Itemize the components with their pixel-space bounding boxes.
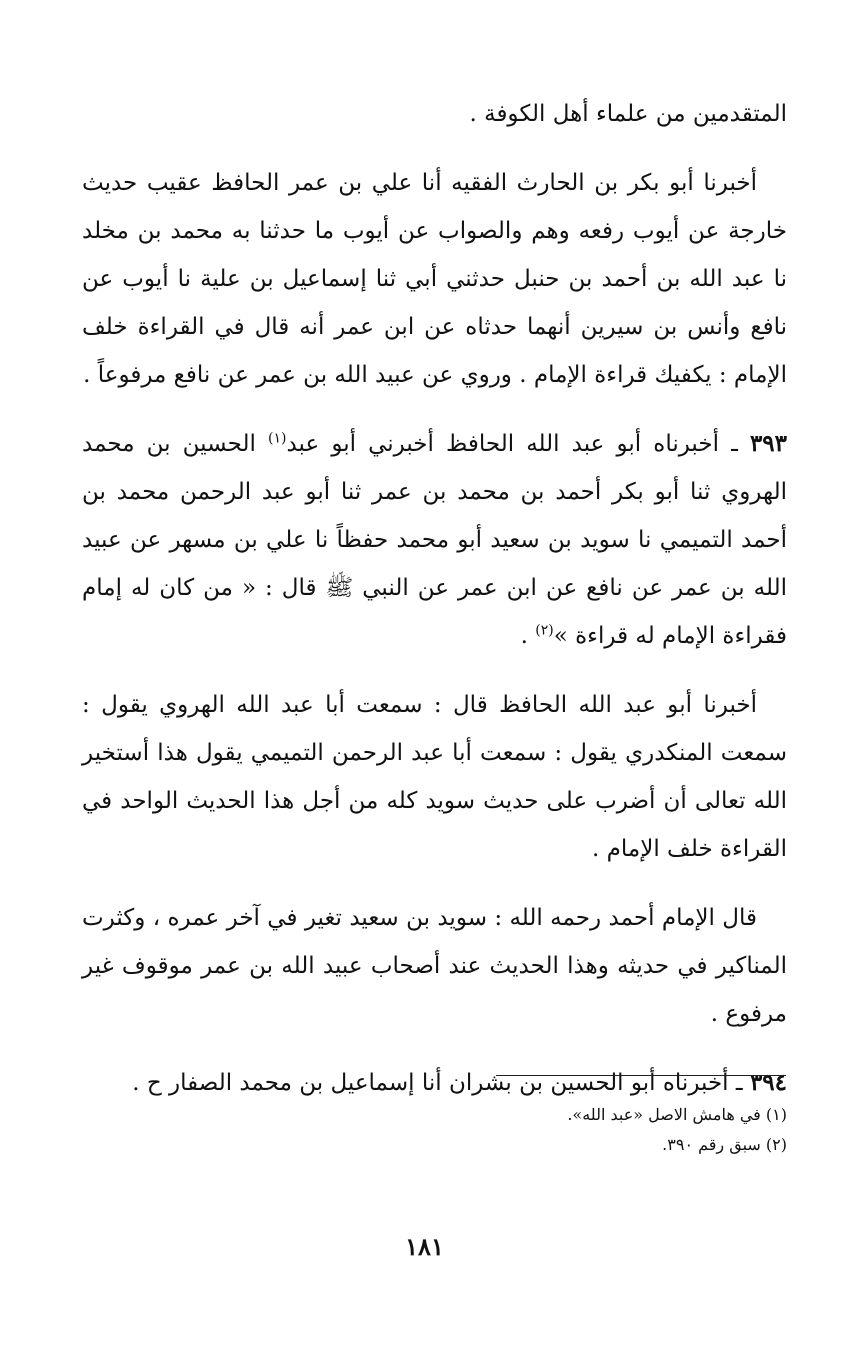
page-number: ١٨١ bbox=[405, 1232, 444, 1261]
footnote-divider bbox=[496, 1075, 786, 1076]
paragraph-2: أخبرنا أبو بكر بن الحارث الفقيه أنا علي بن عمر الحافظ عقيب حديث خارجة عن أيوب رفعه وهم والصواب عن أيوب ما حدثنا به محمد بن مخلد نا عبد الله بن أحمد بن حنبل حدثني أبي ثنا إسماعيل بن علية نا أيوب عن نافع وأنس بن سيرين أنهما حدثاه عن ابن عمر أنه قال في القراءة خلف الإمام : يكفيك قراءة الإمام . وروي عن عبيد الله بن عمر عن نافع مرفوعاً . bbox=[82, 170, 787, 388]
hadith-text-part: ـ أخبرناه أبو الحسين بن بشران أنا إسماعيل بن محمد الصفار ح . bbox=[132, 1070, 750, 1096]
footnotes bbox=[82, 1100, 787, 1160]
footnote-2: (٢) سبق رقم ٣٩٠. bbox=[662, 1135, 787, 1154]
footnote-1: (١) في هامش الاصل «عبد الله». bbox=[567, 1105, 787, 1124]
hadith-text-part: . bbox=[520, 623, 536, 649]
main-text bbox=[82, 90, 787, 1128]
hadith-393 bbox=[82, 420, 787, 660]
paragraph-5: قال الإمام أحمد رحمه الله : سويد بن سعيد تغير في آخر عمره ، وكثرت المناكير في حديثه وهذا الحديث عند أصحاب عبيد الله بن عمر موقوف غير مرفوع . bbox=[82, 905, 787, 1027]
footnote-marker-1: (١) bbox=[268, 430, 287, 447]
hadith-number: ٣٩٣ bbox=[749, 430, 788, 457]
footnote-marker-2: (٢) bbox=[535, 622, 554, 639]
hadith-text-part: ـ أخبرناه أبو عبد الله الحافظ أخبرني أبو عبد bbox=[286, 431, 750, 457]
paragraph-4: أخبرنا أبو عبد الله الحافظ قال : سمعت أبا عبد الله الهروي يقول : سمعت المنكدري يقول : سمعت أبا عبد الرحمن التميمي يقول هذا أستخير الله تعالى أن أضرب على حديث سويد كله من أجل هذا الحديث الواحد في القراءة خلف الإمام . bbox=[82, 692, 787, 862]
hadith-text-part: الحسين بن محمد الهروي ثنا أبو بكر أحمد بن محمد بن عمر ثنا أبو عبد الرحمن محمد بن أحمد التميمي نا سويد بن سعيد أبو محمد حفظاً نا علي بن مسهر عن عبيد الله بن عمر عن نافع عن ابن عمر عن النبي ﷺ قال : « من كان له إمام فقراءة الإمام له قراءة » bbox=[82, 431, 788, 649]
hadith-number: ٣٩٤ bbox=[749, 1069, 787, 1096]
paragraph-1: المتقدمين من علماء أهل الكوفة . bbox=[469, 101, 787, 127]
